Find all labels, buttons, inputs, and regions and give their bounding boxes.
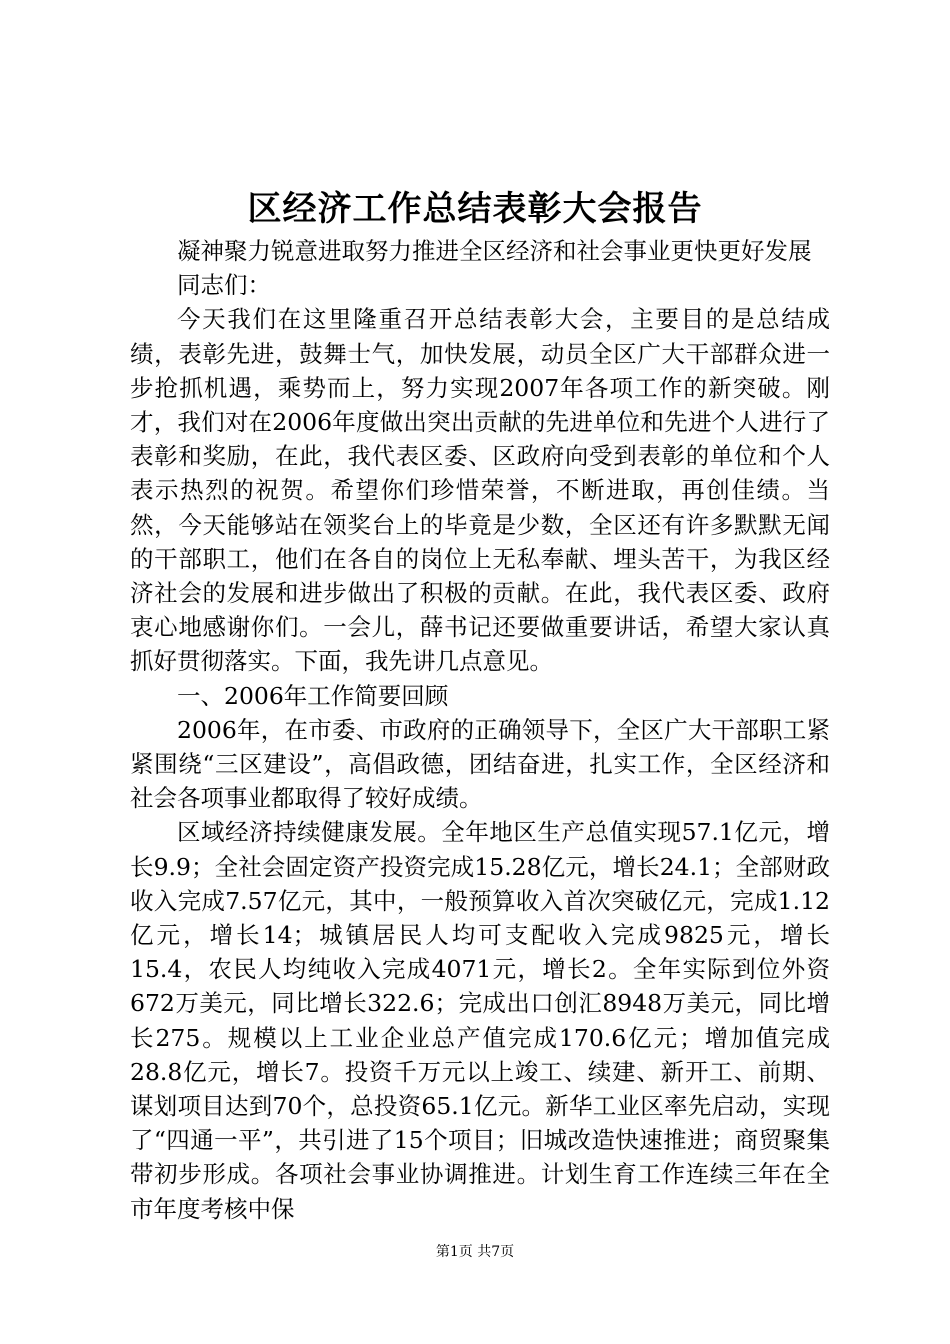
subtitle-paragraph: 凝神聚力锐意进取努力推进全区经济和社会事业更快更好发展 (177, 237, 812, 265)
intro-paragraph: 今天我们在这里隆重召开总结表彰大会，主要目的是总结成绩，表彰先进，鼓舞士气，加快发展，动员全区广大干部群众进一步抢抓机遇，乘势而上，努力实现2007年各项工作的新突破。刚才，我们对在2006年度做出突出贡献的先进单位和先进个人进行了表彰和奖励，在此，我代表区委、区政府向受到表彰的单位和个人表示热烈的祝贺。希望你们珍惜荣誉，不断进取，再创佳绩。当然，今天能够站在领奖台上的毕竟是少数，全区还有许多默默无闻的干部职工，他们在各自的岗位上无私奉献、埋头苦干，为我区经济社会的发展和进步做出了积极的贡献。在此，我代表区委、政府衷心地感谢你们。一会儿，薛书记还要做重要讲话，希望大家认真抓好贯彻落实。下面，我先讲几点意见。 (130, 305, 830, 676)
document-title: 区经济工作总结表彰大会报告 (247, 189, 703, 229)
page-number: 第1页 共7页 (435, 1244, 515, 1260)
document-body (130, 234, 830, 1226)
review-paragraph: 2006年，在市委、市政府的正确领导下，全区广大干部职工紧紧围绕“三区建设”，高倡政德，团结奋进，扎实工作，全区经济和社会各项事业都取得了较好成绩。 (130, 715, 830, 813)
economy-paragraph: 区域经济持续健康发展。全年地区生产总值实现57.1亿元，增长9.9；全社会固定资产投资完成15.28亿元，增长24.1；全部财政收入完成7.57亿元，其中，一般预算收入首次突破亿元，完成1.12亿元，增长14；城镇居民人均可支配收入完成9825元，增长15.4，农民人均纯收入完成4071元，增长2。全年实际到位外资672万美元，同比增长322.6；完成出口创汇8948万美元，同比增长275。规模以上工业企业总产值完成170.6亿元；增加值完成28.8亿元，增长7。投资千万元以上竣工、续建、新开工、前期、谋划项目达到70个，总投资65.1亿元。新华工业区率先启动，实现了“四通一平”，共引进了15个项目；旧城改造快速推进；商贸聚集带初步形成。各项社会事业协调推进。计划生育工作连续三年在全市年度考核中保 (130, 818, 830, 1223)
salutation-paragraph: 同志们： (177, 271, 271, 300)
section-heading: 一、2006年工作简要回顾 (177, 681, 449, 710)
